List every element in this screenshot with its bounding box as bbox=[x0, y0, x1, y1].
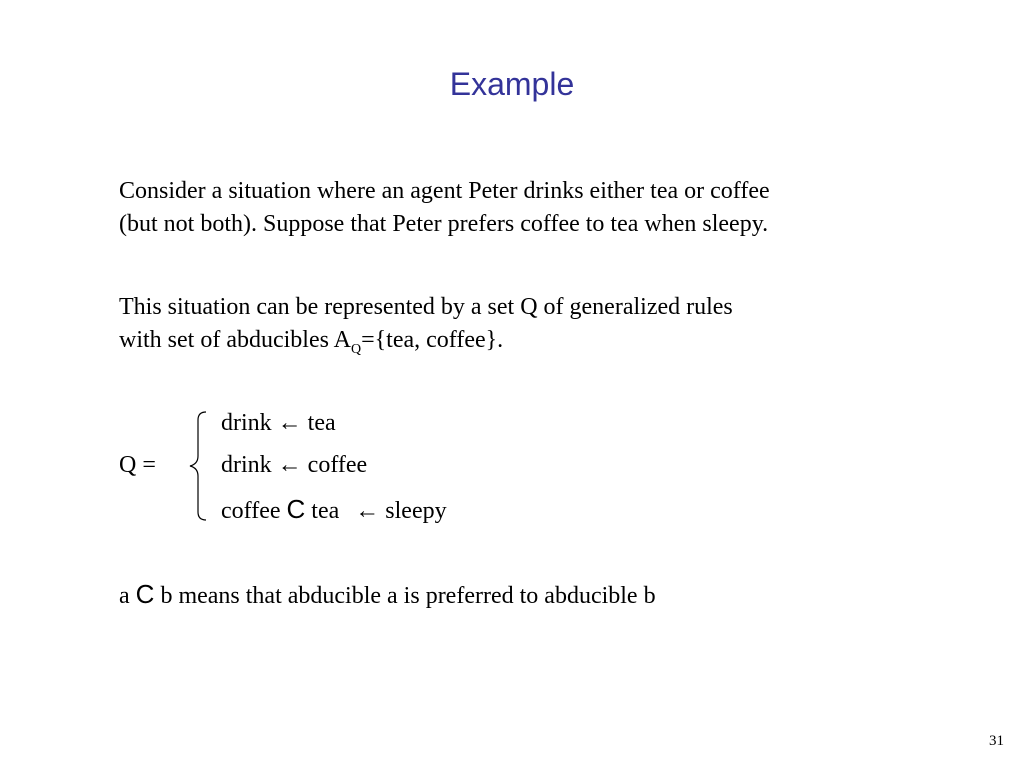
intro-paragraph bbox=[119, 175, 939, 241]
representation-paragraph bbox=[119, 291, 939, 357]
rule-1-body: tea bbox=[307, 410, 336, 436]
rule-drink-coffee bbox=[221, 450, 367, 480]
preference-symbol: C bbox=[286, 494, 306, 524]
abducibles-prefix: with set of abducibles A bbox=[119, 327, 351, 353]
note-prefix: a bbox=[119, 583, 130, 609]
rule-3-left: coffee bbox=[221, 498, 281, 524]
abducibles-subscript: Q bbox=[350, 342, 362, 357]
rule-preference bbox=[221, 494, 447, 526]
note-suffix: b means that abducible a is preferred to abducible b bbox=[160, 583, 656, 609]
intro-line-2: (but not both). Suppose that Peter prefers coffee to tea when sleepy. bbox=[119, 211, 769, 237]
page-number: 31 bbox=[989, 733, 1004, 749]
rule-2-body: coffee bbox=[307, 452, 368, 478]
left-arrow-icon: ← bbox=[355, 498, 380, 524]
rule-drink-tea bbox=[221, 408, 336, 438]
left-brace-icon bbox=[184, 410, 214, 522]
rule-2-head: drink bbox=[221, 452, 272, 478]
intro-line-1: Consider a situation where an agent Peter drinks either tea or coffee bbox=[119, 178, 770, 204]
preference-symbol: C bbox=[135, 579, 155, 609]
abducibles-suffix: ={tea, coffee}. bbox=[361, 327, 504, 353]
rule-3-right: tea bbox=[311, 498, 340, 524]
rule-1-head: drink bbox=[221, 410, 272, 436]
preference-explanation bbox=[119, 578, 656, 612]
representation-line-2 bbox=[119, 324, 939, 357]
rule-3-body: sleepy bbox=[385, 498, 447, 524]
left-arrow-icon: ← bbox=[277, 410, 302, 436]
program-label: Q = bbox=[119, 452, 156, 478]
left-arrow-icon: ← bbox=[277, 452, 302, 478]
representation-line-1: This situation can be represented by a set Q of generalized rules bbox=[119, 294, 733, 320]
slide-title: Example bbox=[449, 66, 575, 102]
